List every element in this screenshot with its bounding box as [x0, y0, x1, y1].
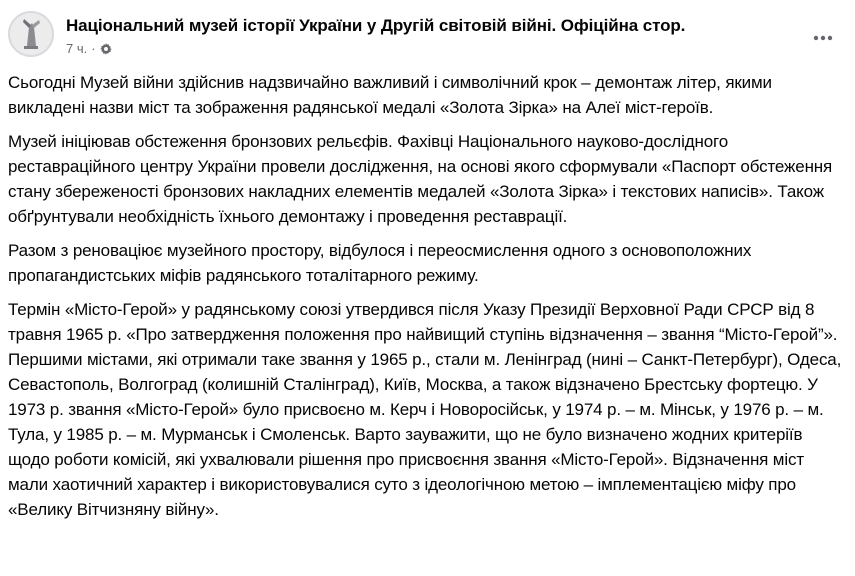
page-title[interactable]: Національний музей історії України у Другій світовій війні. Офіційна стор.: [66, 16, 686, 35]
more-options-button[interactable]: [809, 24, 837, 52]
post-paragraph-2: Музей ініціював обстеження бронзових рельєфів. Фахівці Національного науково-дослідного реставраційного центру України провели дослідження, на основі якого сформували «Паспорт обстеження стану збереженості бронзових накладних елементів медалей «Золота Зірка» і текстових написів». Також обґрунтували необхідність їхнього демонтажу і проведення реставрації.: [8, 132, 833, 226]
post-body: [8, 70, 848, 531]
post-paragraph-4: Термін «Місто-Герой» у радянському союзі утвердився після Указу Президії Верховної Ради СРСР від 8 травня 1965 р. «Про затвердження положення про найвищий ступінь відзначення – звання “Місто-Герой”». Першими містами, які отримали таке звання у 1965 р., стали м. Ленінград (нині – Санкт-Петербург), Одеса, Севастополь, Волгоград (колишній Сталінград), Київ, Москва, а також відзначено Брестську фортецю. У 1973 р. звання «Місто-Герой» було присвоєно м. Керч і Новоросійськ, у 1974 р. – м. Мінськ, у 1976 р. – м. Тула, у 1985 р. – м. Мурманськ і Смоленськ. Варто зауважити, що не було визначено жодних критеріїв щодо роботи комісій, які ухвалювали рішення про присвоєння звання «Місто-Герой». Відзначення міст мали хаотичний характер і використовувалися суто з ідеологічною метою – імплементацією міфу про «Велику Вітчизняну війну».: [8, 300, 842, 519]
post-paragraph-3: Разом з реноваціює музейного простору, відбулося і переосмислення одного з основоположних пропагандистських міфів радянського тоталітарного режиму.: [8, 241, 752, 285]
post-meta: [66, 41, 112, 56]
page-avatar[interactable]: [8, 11, 54, 57]
meta-separator: ·: [91, 41, 96, 56]
post-timestamp[interactable]: 7 ч.: [66, 41, 88, 56]
gear-icon[interactable]: [100, 43, 112, 55]
post-paragraph-1: Сьогодні Музей війни здійснив надзвичайно важливий і символічний крок – демонтаж літер, якими викладені назви міст та зображення радянської медалі «Золота Зірка» на Алеї міст-героїв.: [8, 73, 772, 117]
more-horizontal-icon: [813, 35, 833, 41]
post-header: [8, 6, 855, 66]
monument-logo-icon: [10, 13, 52, 55]
